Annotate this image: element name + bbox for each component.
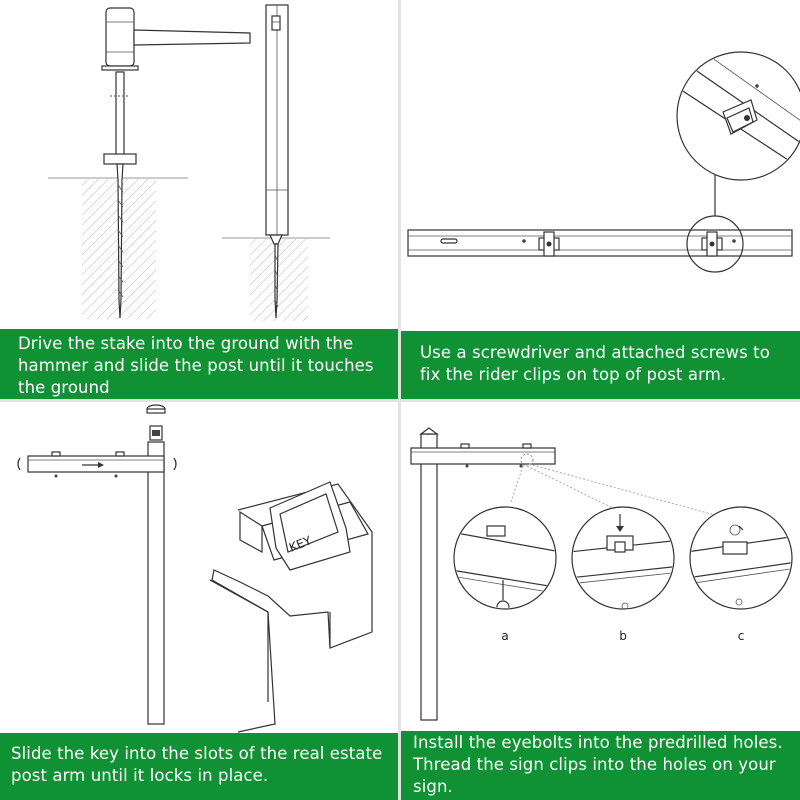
zoom-detail-circle [666,50,800,180]
detail-label-a: a [501,629,509,643]
sign-post [147,405,165,724]
caption-line: Slide the key into the slots of the real estate [11,744,383,763]
detail-circle-a [451,507,561,643]
step-caption [0,329,398,399]
detail-circle-b [569,507,681,643]
post-arm [408,230,792,256]
step-panel-rider-clips [401,0,800,399]
caption-line: Use a screwdriver and attached screws to [420,343,770,362]
caption-line: Drive the stake into the ground with the [18,334,354,353]
caption-line: Thread the sign clips into the holes on your [413,755,776,774]
caption-line: the ground [18,378,110,397]
caption-line: sign. [413,777,453,796]
detail-label-b: b [619,629,627,643]
step-panel-key [0,402,398,800]
step-caption [0,733,398,800]
step-caption [401,331,800,399]
caption-line: Install the eyebolts into the predrilled holes. [413,733,783,752]
detail-label-c: c [737,629,745,643]
caption-line: hammer and slide the post until it touches [18,356,374,375]
step-caption [401,731,800,800]
caption-line: post arm until it locks in place. [11,766,269,785]
step-panel-stake [0,0,398,399]
key-embossed-text: KEY [287,533,314,555]
step-panel-eyebolts [401,402,800,800]
post-arm [411,444,555,468]
sign-post [421,428,437,720]
hammer-icon [102,8,250,70]
caption-line: fix the rider clips on top of post arm. [420,365,727,384]
key-closeup [210,482,372,732]
detail-circle-c [687,507,797,643]
